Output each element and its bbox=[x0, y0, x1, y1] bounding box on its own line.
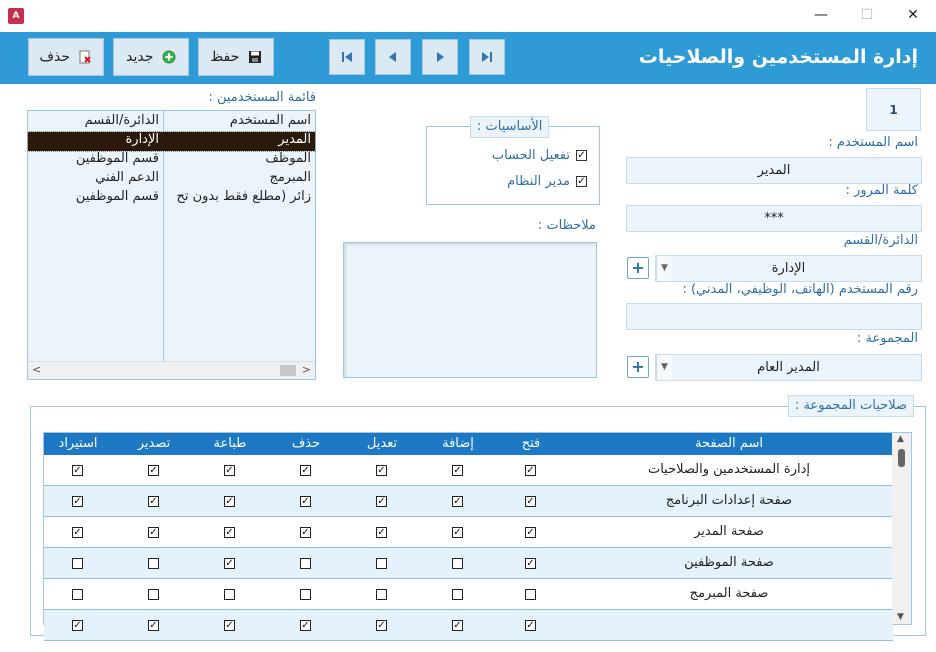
last-record-button[interactable] bbox=[469, 39, 505, 75]
activate-account-row[interactable] bbox=[492, 148, 587, 163]
header-edit: تعديل bbox=[366, 436, 398, 451]
next-record-icon bbox=[433, 50, 447, 64]
access-app-icon: A bbox=[8, 8, 24, 24]
system-admin-checkbox[interactable]: ✓ bbox=[577, 176, 586, 187]
import-permission-checkbox[interactable] bbox=[72, 589, 83, 600]
maximize-button[interactable]: ☐ bbox=[860, 7, 874, 23]
list-item[interactable] bbox=[28, 170, 315, 189]
permissions-grid[interactable] bbox=[43, 432, 912, 631]
save-label: حفظ bbox=[210, 49, 240, 65]
list-item-department: قسم الموظفين bbox=[75, 151, 159, 166]
chevron-down-icon[interactable]: ▼ bbox=[656, 355, 672, 380]
list-header-username: اسم المستخدم bbox=[229, 113, 311, 128]
page-name-cell: صفحة الموظفين bbox=[684, 555, 774, 570]
open-permission-checkbox[interactable] bbox=[525, 589, 536, 600]
open-permission-checkbox[interactable]: ✓ bbox=[526, 496, 535, 507]
group-label: المجموعة : bbox=[857, 331, 918, 346]
open-permission-checkbox[interactable]: ✓ bbox=[526, 558, 535, 569]
print-permission-checkbox[interactable]: ✓ bbox=[225, 527, 234, 538]
table-row[interactable] bbox=[44, 548, 893, 579]
import-permission-checkbox[interactable] bbox=[72, 558, 83, 569]
new-label: جديد bbox=[126, 49, 154, 65]
list-item-username: المبرمج bbox=[269, 170, 311, 185]
delete-button[interactable] bbox=[28, 38, 104, 76]
record-id-box: 1 bbox=[866, 88, 921, 131]
print-permission-checkbox[interactable]: ✓ bbox=[225, 620, 234, 631]
print-permission-checkbox[interactable]: ✓ bbox=[225, 465, 234, 476]
list-item-username: المدير bbox=[278, 132, 311, 147]
list-item-department: الإدارة bbox=[125, 132, 159, 147]
delete-label: حذف bbox=[39, 49, 71, 65]
users-listbox[interactable] bbox=[27, 110, 316, 380]
basics-caption: الأساسيات : bbox=[470, 116, 549, 138]
header-import: استيراد bbox=[58, 436, 98, 451]
page-name-cell: صفحة المدير bbox=[694, 524, 764, 539]
previous-record-button[interactable] bbox=[375, 39, 411, 75]
export-permission-checkbox[interactable]: ✓ bbox=[149, 527, 158, 538]
scrollbar-thumb[interactable] bbox=[898, 449, 905, 467]
form-header bbox=[0, 32, 936, 84]
delete-permission-checkbox[interactable]: ✓ bbox=[301, 620, 310, 631]
export-permission-checkbox[interactable]: ✓ bbox=[149, 620, 158, 631]
list-item[interactable] bbox=[28, 151, 315, 170]
export-permission-checkbox[interactable] bbox=[148, 589, 159, 600]
add-circle-icon bbox=[162, 50, 176, 64]
group-value: المدير العام bbox=[757, 360, 820, 375]
import-permission-checkbox[interactable]: ✓ bbox=[73, 465, 82, 476]
user-number-field[interactable] bbox=[626, 303, 922, 330]
add-department-button[interactable]: + bbox=[627, 257, 649, 279]
table-row[interactable] bbox=[44, 579, 893, 610]
add-permission-checkbox[interactable]: ✓ bbox=[453, 496, 462, 507]
close-button[interactable]: ✕ bbox=[907, 7, 919, 23]
user-number-label: رقم المستخدم (الهاتف، الوظيفي، المدني) : bbox=[682, 282, 918, 297]
add-permission-checkbox[interactable]: ✓ bbox=[453, 465, 462, 476]
page-title: إدارة المستخدمين والصلاحيات bbox=[638, 46, 918, 68]
horizontal-scrollbar[interactable] bbox=[28, 361, 315, 379]
print-permission-checkbox[interactable]: ✓ bbox=[225, 558, 234, 569]
username-label: اسم المستخدم : bbox=[828, 135, 918, 150]
add-permission-checkbox[interactable] bbox=[452, 558, 463, 569]
delete-permission-checkbox[interactable]: ✓ bbox=[301, 527, 310, 538]
previous-record-icon bbox=[386, 50, 400, 64]
edit-permission-checkbox[interactable]: ✓ bbox=[377, 496, 386, 507]
scroll-left-icon[interactable]: < bbox=[32, 363, 42, 376]
list-item[interactable] bbox=[28, 132, 315, 151]
system-admin-row[interactable] bbox=[507, 174, 587, 189]
department-label: الدائرة/القسم bbox=[843, 233, 918, 248]
minimize-button[interactable]: — bbox=[814, 7, 828, 23]
header-page-name: اسم الصفحة bbox=[694, 436, 764, 451]
save-button[interactable] bbox=[198, 38, 274, 76]
export-permission-checkbox[interactable]: ✓ bbox=[149, 465, 158, 476]
last-record-icon bbox=[480, 50, 494, 64]
system-admin-label: مدير النظام bbox=[507, 174, 570, 189]
department-combo[interactable] bbox=[655, 255, 922, 282]
window-titlebar bbox=[0, 0, 936, 32]
table-row[interactable] bbox=[44, 486, 893, 517]
vertical-scrollbar[interactable] bbox=[892, 433, 911, 624]
delete-permission-checkbox[interactable] bbox=[300, 589, 311, 600]
table-row[interactable] bbox=[44, 517, 893, 548]
print-permission-checkbox[interactable]: ✓ bbox=[225, 496, 234, 507]
header-open: فتح bbox=[521, 436, 541, 451]
group-combo[interactable] bbox=[655, 354, 922, 381]
page-name-cell: صفحة إعدادات البرنامج bbox=[665, 493, 793, 508]
list-item-username: زائر (مطلع فقط بدون تح bbox=[176, 189, 311, 204]
users-list-label: قائمة المستخدمين : bbox=[208, 90, 316, 105]
open-permission-checkbox[interactable]: ✓ bbox=[526, 527, 535, 538]
open-permission-checkbox[interactable]: ✓ bbox=[526, 620, 535, 631]
header-add: إضافة bbox=[442, 436, 474, 451]
list-item-department: قسم الموظفين bbox=[75, 189, 159, 204]
header-export: تصدير bbox=[137, 436, 171, 451]
edit-permission-checkbox[interactable]: ✓ bbox=[377, 465, 386, 476]
table-row[interactable] bbox=[44, 610, 893, 641]
first-record-icon bbox=[340, 50, 354, 64]
add-permission-checkbox[interactable] bbox=[452, 589, 463, 600]
department-value: الإدارة bbox=[771, 261, 806, 276]
delete-permission-checkbox[interactable] bbox=[300, 558, 311, 569]
permissions-caption: صلاحيات المجموعة : bbox=[788, 395, 914, 417]
import-permission-checkbox[interactable]: ✓ bbox=[73, 620, 82, 631]
notes-label: ملاحظات : bbox=[537, 218, 596, 233]
activate-account-checkbox[interactable]: ✓ bbox=[577, 150, 586, 161]
scrollbar-thumb[interactable] bbox=[280, 365, 296, 376]
chevron-down-icon[interactable]: ▼ bbox=[656, 256, 672, 281]
import-permission-checkbox[interactable]: ✓ bbox=[73, 527, 82, 538]
add-permission-checkbox[interactable]: ✓ bbox=[453, 620, 462, 631]
grid-header bbox=[44, 433, 893, 455]
open-permission-checkbox[interactable]: ✓ bbox=[526, 465, 535, 476]
delete-permission-checkbox[interactable]: ✓ bbox=[301, 496, 310, 507]
notes-textarea[interactable] bbox=[343, 242, 597, 378]
delete-document-icon bbox=[78, 50, 92, 64]
first-record-button[interactable] bbox=[329, 39, 365, 75]
activate-account-label: تفعيل الحساب bbox=[491, 148, 570, 163]
scroll-right-icon[interactable]: > bbox=[301, 363, 311, 376]
header-delete: حذف bbox=[291, 436, 321, 451]
list-item[interactable] bbox=[28, 189, 315, 208]
import-permission-checkbox[interactable]: ✓ bbox=[73, 496, 82, 507]
delete-permission-checkbox[interactable]: ✓ bbox=[301, 465, 310, 476]
new-button[interactable] bbox=[113, 38, 189, 76]
export-permission-checkbox[interactable]: ✓ bbox=[149, 496, 158, 507]
header-print: طباعة bbox=[213, 436, 247, 451]
scroll-down-icon[interactable]: ▼ bbox=[897, 612, 904, 622]
edit-permission-checkbox[interactable] bbox=[376, 558, 387, 569]
next-record-button[interactable] bbox=[422, 39, 458, 75]
edit-permission-checkbox[interactable] bbox=[376, 589, 387, 600]
add-group-button[interactable]: + bbox=[627, 356, 649, 378]
password-field[interactable]: *** bbox=[626, 205, 922, 232]
table-row[interactable] bbox=[44, 455, 893, 486]
page-name-cell: إدارة المستخدمين والصلاحيات bbox=[647, 462, 810, 477]
edit-permission-checkbox[interactable]: ✓ bbox=[377, 620, 386, 631]
password-label: كلمة المرور : bbox=[845, 183, 918, 198]
list-header bbox=[28, 113, 315, 132]
list-item-department: الدعم الفني bbox=[95, 170, 159, 185]
scroll-up-icon[interactable]: ▲ bbox=[897, 434, 904, 444]
list-item-username: الموظف bbox=[265, 151, 311, 166]
print-permission-checkbox[interactable] bbox=[224, 589, 235, 600]
edit-permission-checkbox[interactable]: ✓ bbox=[377, 527, 386, 538]
add-permission-checkbox[interactable]: ✓ bbox=[453, 527, 462, 538]
list-header-department: الدائرة/القسم bbox=[84, 113, 159, 128]
page-name-cell: صفحة المبرمج bbox=[689, 586, 769, 601]
floppy-disk-icon bbox=[248, 50, 262, 64]
username-field[interactable]: المدير bbox=[626, 157, 922, 184]
export-permission-checkbox[interactable] bbox=[148, 558, 159, 569]
